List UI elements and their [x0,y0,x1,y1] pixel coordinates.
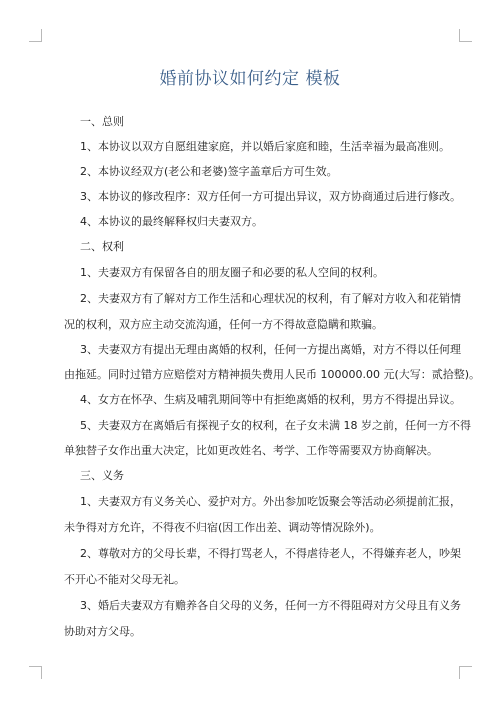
clause-rights-4: 4、女方在怀孕、生病及哺乳期间等中有拒绝离婚的权利，男方不得提出异议。 [80,393,461,406]
clause-rights-5-line-1: 5、夫妻双方在离婚后有探视子女的权利，在子女未满 18 岁之前，任何一方不得 [80,419,471,432]
clause-obligations-2-line-1: 2、尊敬对方的父母长辈，不得打骂老人，不得虐待老人，不得嫌弃老人，吵架 [80,547,461,560]
page-corner-mark-top-left [29,29,42,42]
page-corner-mark-top-right [459,29,472,42]
page-corner-mark-bottom-right [459,666,472,679]
clause-obligations-1-line-2: 未争得对方允许，不得夜不归宿(因工作出差、调动等情况除外)。 [64,521,381,534]
clause-obligations-3-line-1: 3、婚后夫妻双方有赡养各自父母的义务，任何一方不得阻碍对方父母且有义务 [80,599,461,612]
clause-rights-3-line-2: 由拖延。同时过错方应赔偿对方精神损失费用人民币 100000.00 元(大写：贰拾整)。 [64,368,481,381]
clause-general-2: 2、本协议经双方(老公和老婆)签字盖章后方可生效。 [80,165,338,178]
clause-obligations-3-line-2: 协助对方父母。 [64,625,141,638]
clause-rights-5-line-2: 单独替子女作出重大决定，比如更改姓名、考学、工作等需要双方协商解决。 [64,444,438,457]
clause-rights-2-line-2: 况的权利，双方应主动交流沟通，任何一方不得故意隐瞒和欺骗。 [64,318,383,331]
page-corner-mark-bottom-left [29,666,42,679]
clause-rights-3-line-1: 3、夫妻双方有提出无理由离婚的权利，任何一方提出离婚，对方不得以任何理 [80,343,461,356]
section-heading-rights: 二、权利 [80,240,124,253]
clause-obligations-2-line-2: 不开心不能对父母无礼。 [64,573,185,586]
section-heading-general: 一、总则 [80,115,124,128]
document-title: 婚前协议如何约定 模板 [159,69,341,89]
section-heading-obligations: 三、义务 [80,469,124,482]
clause-general-4: 4、本协议的最终解释权归夫妻双方。 [80,215,263,228]
clause-obligations-1-line-1: 1、夫妻双方有义务关心、爱护对方。外出参加吃饭聚会等活动必须提前汇报， [80,495,461,508]
clause-general-3: 3、本协议的修改程序：双方任何一方可提出异议，双方协商通过后进行修改。 [80,190,461,203]
clause-rights-2-line-1: 2、夫妻双方有了解对方工作生活和心理状况的权利，有了解对方收入和花销情 [80,292,461,305]
clause-general-1: 1、本协议以双方自愿组建家庭，并以婚后家庭和睦，生活幸福为最高准则。 [80,140,450,153]
clause-rights-1: 1、夫妻双方有保留各自的朋友圈子和必要的私人空间的权利。 [80,266,384,279]
